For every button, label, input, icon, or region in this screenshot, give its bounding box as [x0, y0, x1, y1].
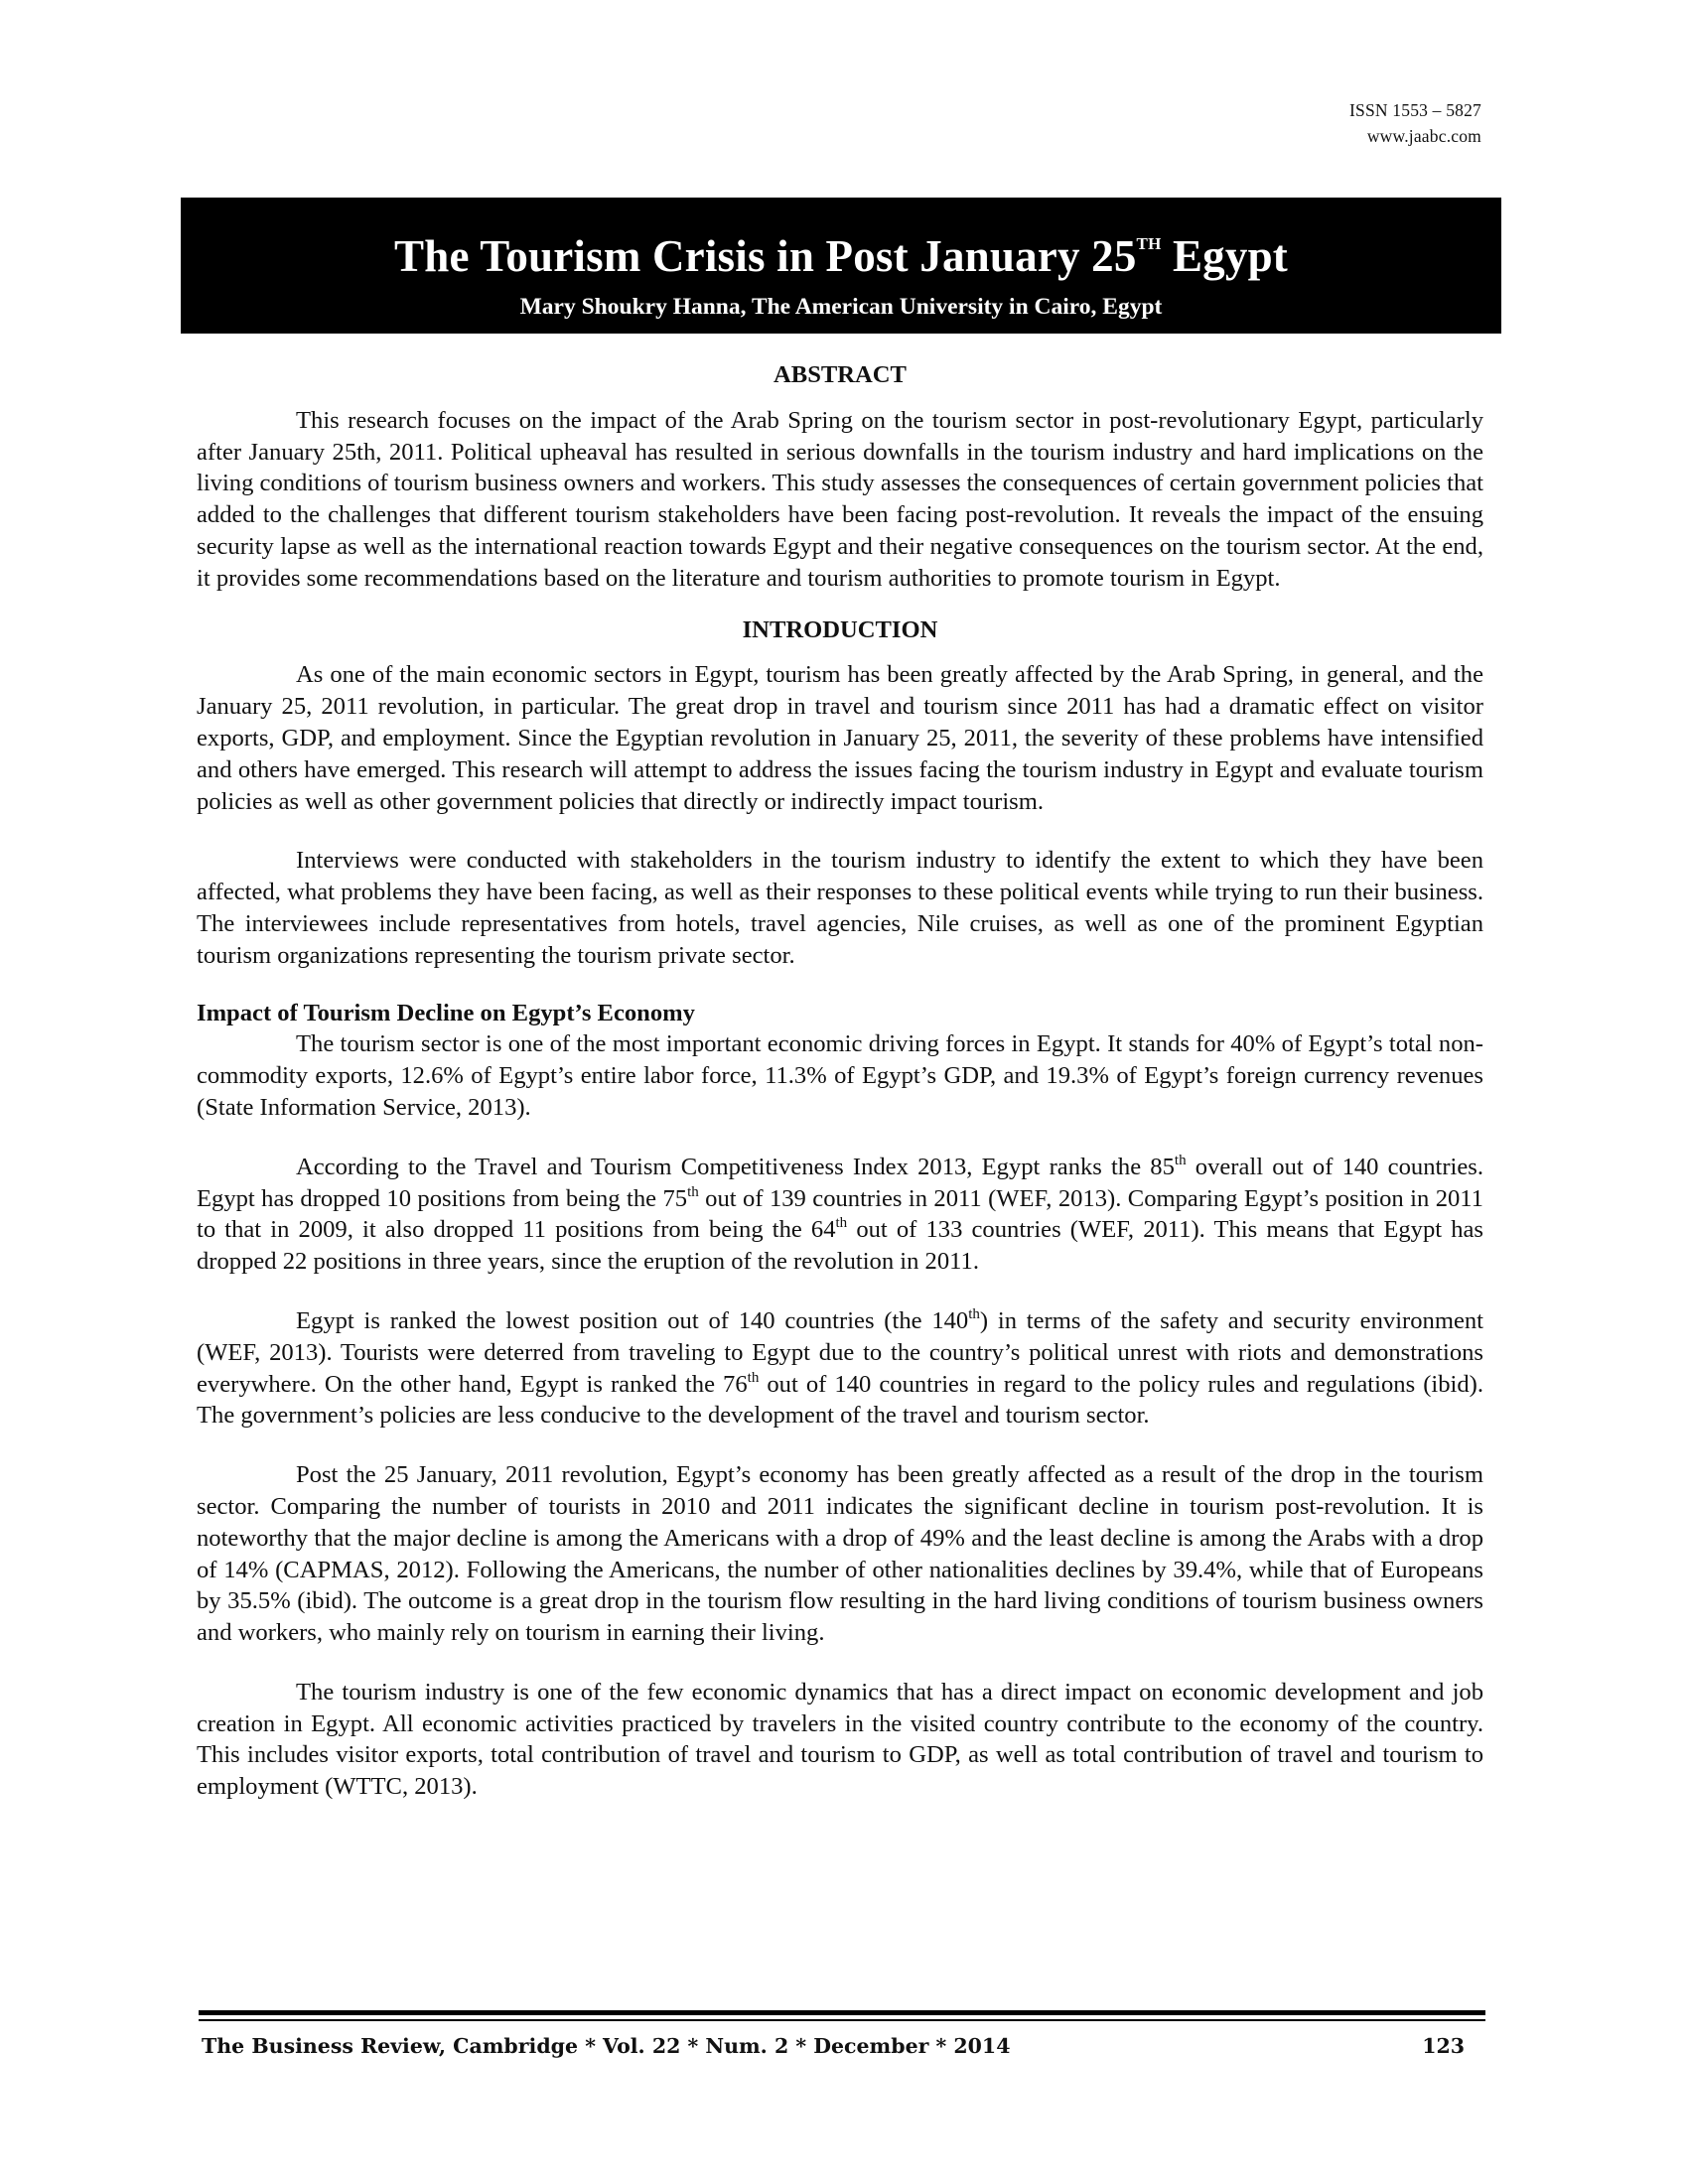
intro-paragraph-1: As one of the main economic sectors in Egypt, tourism has been greatly affected by the Arab Spring, in general, and the January 25, 2011 revolution, in particular. The great drop in travel and tourism since 2011 has had a dramatic effect on visitor exports, GDP, and employment. Since the Egyptian revolution in January 25, 2011, the severity of these problems have intensified and others have emerged. This research will attempt to address the issues facing the tourism industry in Egypt and evaluate tourism policies as well as other government policies that directly or indirectly impact tourism.	[197, 661, 1483, 815]
journal-website: www.jaabc.com	[1366, 126, 1481, 146]
title-banner	[181, 198, 1501, 334]
paper-title: The Tourism Crisis in Post January 25TH Egypt	[394, 231, 1288, 281]
impact-paragraph-3: Egypt is ranked the lowest position out of 140 countries (the 140th) in terms of the safety and security environment (WEF, 2013). Tourists were deterred from traveling to Egypt due to the country’s political unrest with riots and demonstrations everywhere. On the other hand, Egypt is ranked the 76th out of 140 countries in regard to the policy rules and regulations (ibid). The government’s policies are less conducive to the development of the travel and tourism sector.	[197, 1305, 1483, 1430]
author-affiliation: Mary Shoukry Hanna, The American University in Cairo, Egypt	[519, 294, 1163, 320]
page-footer	[202, 2032, 1465, 2060]
impact-subheading: Impact of Tourism Decline on Egypt’s Economy	[197, 999, 695, 1026]
impact-paragraph-1: The tourism sector is one of the most important economic driving forces in Egypt. It stands for 40% of Egypt’s total non-commodity exports, 12.6% of Egypt’s entire labor force, 11.3% of Egypt’s GDP, and 19.3% of Egypt’s foreign currency revenues (State Information Service, 2013).	[197, 1030, 1483, 1121]
page-number: 123	[1422, 2034, 1465, 2058]
intro-paragraph-2: Interviews were conducted with stakeholders in the tourism industry to identify the extent to which they have been affected, what problems they have been facing, as well as their responses to these political events while trying to run their business. The interviewees include representatives from hotels, travel agencies, Nile cruises, as well as one of the prominent Egyptian tourism organizations representing the tourism private sector.	[197, 847, 1483, 969]
impact-paragraph-2: According to the Travel and Tourism Competitiveness Index 2013, Egypt ranks the 85th overall out of 140 countries. Egypt has dropped 10 positions from being the 75th out of 139 countries in 2011 (WEF, 2013). Comparing Egypt’s position in 2011 to that in 2009, it also dropped 11 positions from being the 64th out of 133 countries (WEF, 2011). This means that Egypt has dropped 22 positions in three years, since the eruption of the revolution in 2011.	[197, 1152, 1483, 1276]
journal-citation: The Business Review, Cambridge * Vol. 22 * Num. 2 * December * 2014	[202, 2034, 1011, 2058]
article-body	[197, 357, 1483, 1803]
journal-header	[1349, 97, 1481, 149]
impact-paragraph-4: Post the 25 January, 2011 revolution, Egypt’s economy has been greatly affected as a result of the drop in the tourism sector. Comparing the number of tourists in 2010 and 2011 indicates the significant decline in tourism post-revolution. It is noteworthy that the major decline is among the Americans with a drop of 49% and the least decline is among the Arabs with a drop of 14% (CAPMAS, 2012). Following the Americans, the number of other nationalities declines by 39.4%, while that of Europeans by 35.5% (ibid). The outcome is a great drop in the tourism flow resulting in the hard living conditions of tourism business owners and workers, who mainly rely on tourism in earning their living.	[197, 1461, 1483, 1647]
title-superscript: TH	[1136, 234, 1162, 253]
introduction-heading: INTRODUCTION	[742, 615, 938, 643]
footer-rule-thick	[199, 2010, 1485, 2015]
impact-paragraph-5: The tourism industry is one of the few economic dynamics that has a direct impact on economic development and job creation in Egypt. All economic activities practiced by travelers in the visited country contribute to the economy of the country. This includes visitor exports, total contribution of travel and tourism to GDP, as well as total contribution of travel and tourism to employment (WTTC, 2013).	[197, 1678, 1483, 1801]
footer-rule-thin	[199, 2019, 1485, 2021]
abstract-text: This research focuses on the impact of the Arab Spring on the tourism sector in post-revolutionary Egypt, particularly after January 25th, 2011. Political upheaval has resulted in serious downfalls in the tourism industry and hard implications on the living conditions of tourism business owners and workers. This study assesses the consequences of certain government policies that added to the challenges that different tourism stakeholders have been facing post-revolution. It reveals the impact of the ensuing security lapse as well as the international reaction towards Egypt and their negative consequences on the tourism sector. At the end, it provides some recommendations based on the literature and tourism authorities to promote tourism in Egypt.	[197, 406, 1483, 592]
abstract-heading: ABSTRACT	[774, 361, 907, 388]
issn-number: ISSN 1553 – 5827	[1348, 100, 1481, 120]
